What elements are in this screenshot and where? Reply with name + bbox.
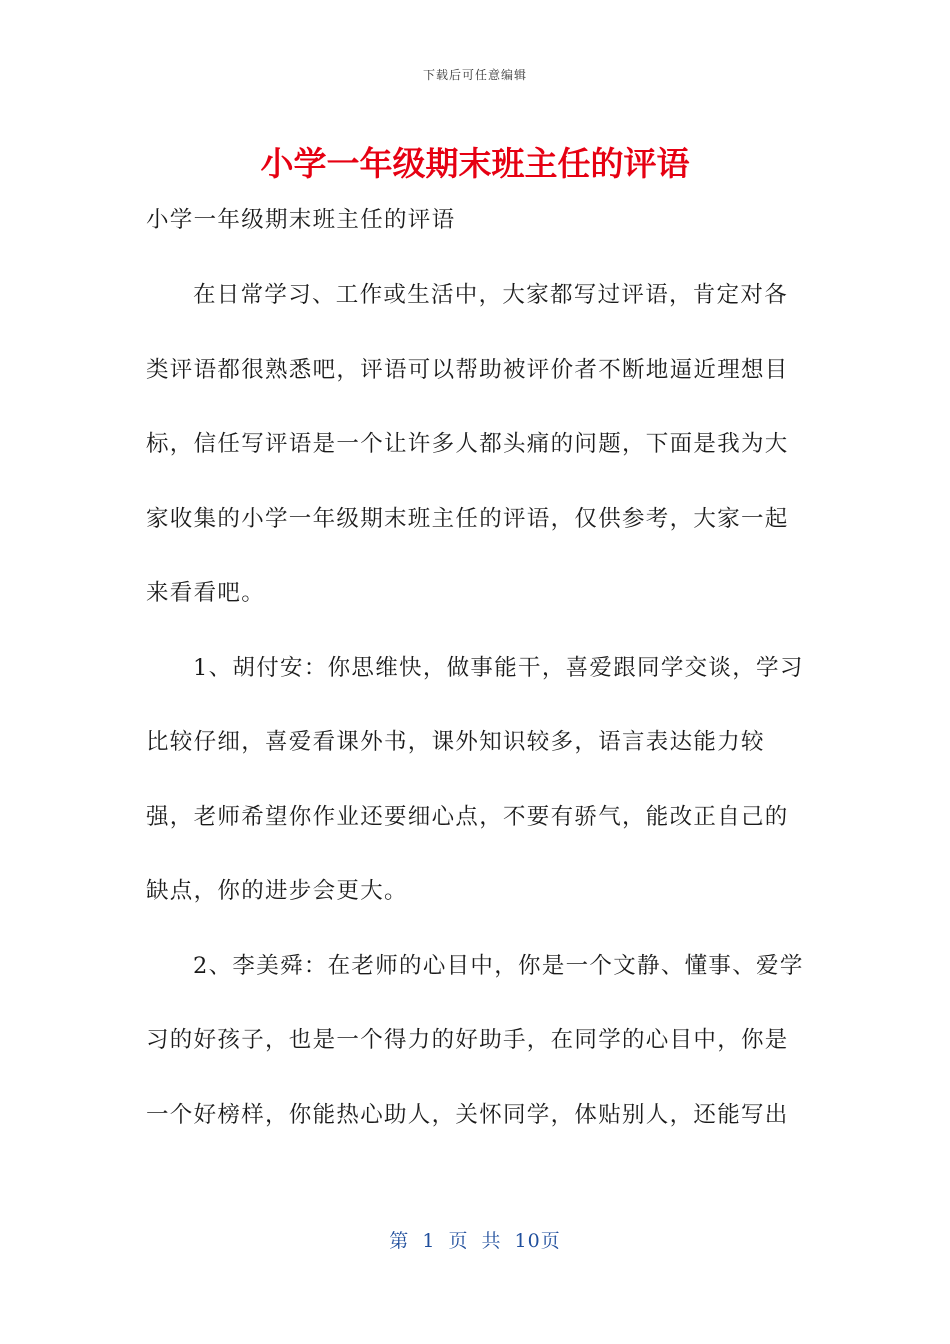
paragraph-comment-2: 2、李美舜：在老师的心目中，你是一个文静、懂事、爱学习的好孩子，也是一个得力的好助手，在同学的心目中，你是一个好榜样，你能热心助人，关怀同学，体贴别人，还能写出 [146, 952, 804, 1128]
document-title: 小学一年级期末班主任的评语 [260, 144, 690, 183]
paragraph-comment-1: 1、胡付安：你思维快，做事能干，喜爱跟同学交谈，学习比较仔细，喜爱看课外书，课外知识较多，语言表达能力较强，老师希望你作业还要细心点，不要有骄气，能改正自己的缺点，你的进步会更大。 [146, 654, 804, 904]
header-note: 下载后可任意编辑 [422, 68, 527, 82]
page-number: 第 1 页 共 10页 [389, 1230, 561, 1252]
document-body [146, 258, 806, 1152]
paragraph-intro: 在日常学习、工作或生活中，大家都写过评语，肯定对各类评语都很熟悉吧，评语可以帮助被评价者不断地逼近理想目标，信任写评语是一个让许多人都头痛的问题，下面是我为大家收集的小学一年级期末班主任的评语，仅供参考，大家一起来看看吧。 [146, 282, 789, 606]
document-subtitle: 小学一年级期末班主任的评语 [146, 207, 456, 233]
